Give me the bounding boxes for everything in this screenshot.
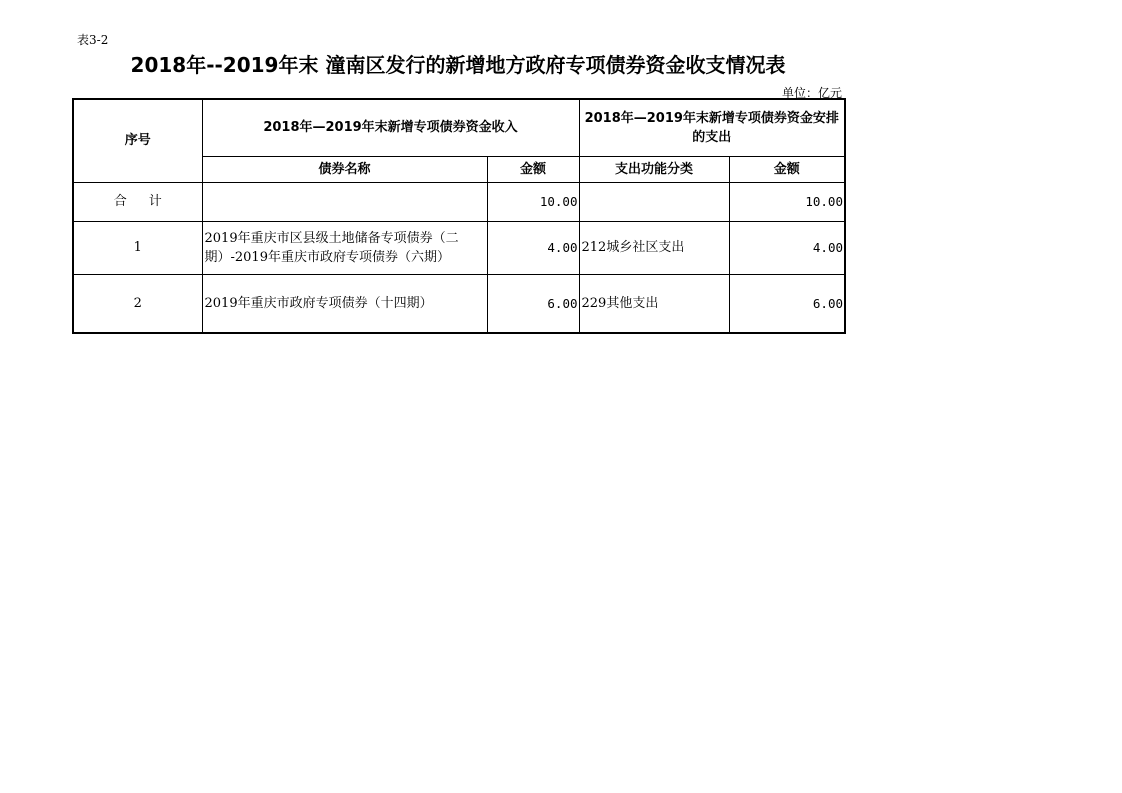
unit-label: 单位：亿元	[781, 86, 842, 100]
table-number-label: 表3-2	[77, 33, 109, 47]
income-amount-header: 金额	[487, 156, 579, 182]
page-title: 2018年--2019年末 潼南区发行的新增地方政府专项债券资金收支情况表	[130, 53, 786, 77]
total-row	[73, 182, 845, 221]
row-income-amount: 6.00	[487, 274, 579, 333]
row-bond-name: 2019年重庆市区县级土地储备专项债券（二期）-2019年重庆市政府专项债券（六期）	[202, 221, 487, 274]
total-income-amount: 10.00	[487, 182, 579, 221]
row-expense-category: 212城乡社区支出	[579, 221, 729, 274]
row-seq: 2	[73, 274, 202, 333]
table-row	[73, 274, 845, 333]
debt-funds-table	[72, 98, 846, 334]
total-expense-category	[579, 182, 729, 221]
expense-group-header: 2018年—2019年末新增专项债券资金安排的支出	[579, 99, 845, 156]
row-expense-amount: 6.00	[729, 274, 845, 333]
bond-name-header: 债券名称	[202, 156, 487, 182]
row-seq: 1	[73, 221, 202, 274]
income-group-header: 2018年—2019年末新增专项债券资金收入	[202, 99, 579, 156]
total-label: 合计	[73, 182, 202, 221]
row-expense-amount: 4.00	[729, 221, 845, 274]
row-income-amount: 4.00	[487, 221, 579, 274]
seq-header: 序号	[73, 99, 202, 182]
expense-amount-header: 金额	[729, 156, 845, 182]
total-expense-amount: 10.00	[729, 182, 845, 221]
row-expense-category: 229其他支出	[579, 274, 729, 333]
header-row-top	[73, 99, 845, 156]
expense-category-header: 支出功能分类	[579, 156, 729, 182]
row-bond-name: 2019年重庆市政府专项债券（十四期）	[202, 274, 487, 333]
total-bond-name	[202, 182, 487, 221]
table-row	[73, 221, 845, 274]
